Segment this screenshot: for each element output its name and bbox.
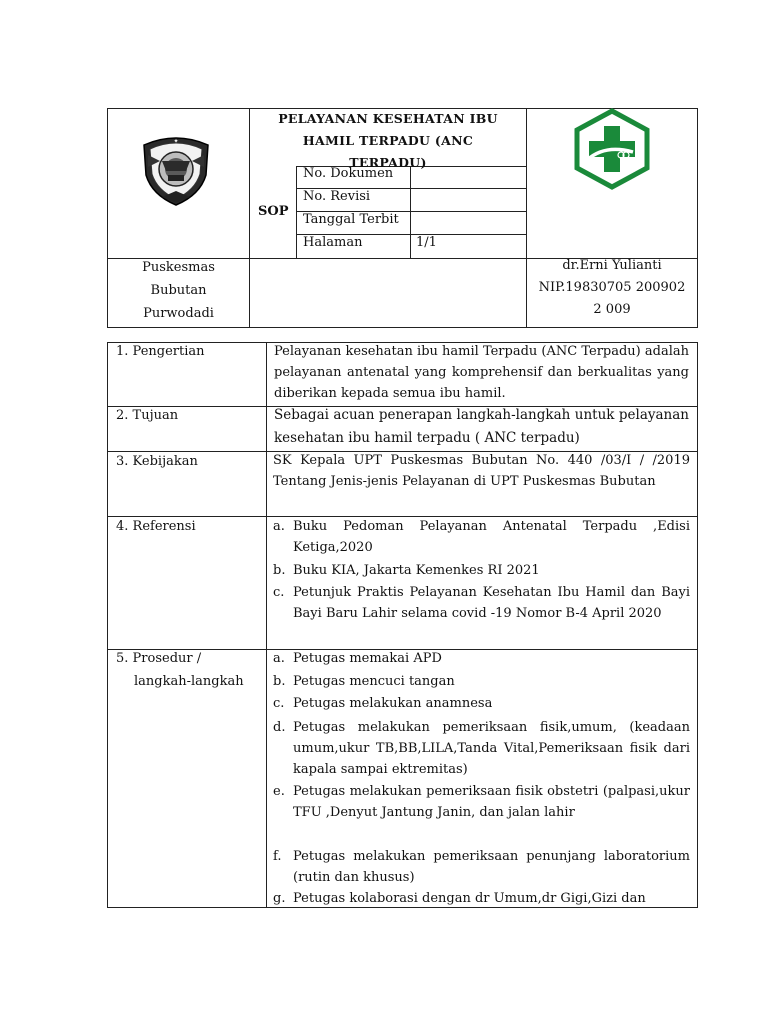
document-title: PELAYANAN KESEHATAN IBU HAMIL TERPADU (ANC TERPADU): [278, 111, 498, 170]
kebijakan-label: 3. Kebijakan: [116, 454, 198, 469]
referensi-item-a: a. Buku Pedoman Pelayanan Antenatal Terpadu ,Edisi Ketiga,2020: [273, 519, 690, 555]
referensi-item-b: b. Buku KIA, Jakarta Kemenkes RI 2021: [273, 563, 540, 578]
tanggal-label: Tanggal Terbit: [303, 212, 399, 227]
halaman-label: Halaman: [303, 235, 363, 250]
prosedur-label-line1: 5. Prosedur /: [116, 651, 202, 666]
doc-no-label: No. Dokumen: [303, 166, 394, 181]
pengertian-text: Pelayanan kesehatan ibu hamil Terpadu (ANC Terpadu) adalah pelayanan antenatal yang komprehensif dan berkualitas yang diberikan kepada semua ibu hamil.: [274, 344, 689, 401]
signer-block: dr.Erni Yulianti NIP.19830705 200902 2 009: [538, 258, 686, 317]
prosedur-item-g: g. Petugas kolaborasi dengan dr Umum,dr Gigi,Gizi dan: [273, 891, 646, 906]
kebijakan-text: SK Kepala UPT Puskesmas Bubutan No. 440 /03/I / /2019 Tentang Jenis-jenis Pelayanan di UPT Puskesmas Bubutan: [273, 453, 690, 489]
referensi-label: 4. Referensi: [116, 519, 196, 534]
regional-crest-logo: [138, 131, 214, 207]
svg-text:✦: ✦: [173, 138, 179, 145]
prosedur-item-b: b. Petugas mencuci tangan: [273, 674, 455, 689]
prosedur-label-line2: langkah-langkah: [134, 674, 244, 689]
puskesmas-logo: [571, 108, 653, 190]
prosedur-item-e: e. Petugas melakukan pemeriksaan fisik obstetri (palpasi,ukur TFU ,Denyut Jantung Janin, dan jalan lahir: [273, 784, 690, 820]
pengertian-label: 1. Pengertian: [116, 344, 205, 359]
referensi-item-c: c. Petunjuk Praktis Pelayanan Kesehatan Ibu Hamil dan Bayi Bayi Baru Lahir selama covid -19 Nomor B-4 April 2020: [273, 585, 690, 621]
prosedur-item-a: a. Petugas memakai APD: [273, 651, 442, 666]
prosedur-item-f: f. Petugas melakukan pemeriksaan penunjang laboratorium (rutin dan khusus): [273, 849, 690, 885]
sop-label: SOP: [258, 204, 289, 219]
prosedur-item-c: c. Petugas melakukan anamnesa: [273, 696, 493, 711]
revisi-label: No. Revisi: [303, 189, 371, 204]
prosedur-item-d: d. Petugas melakukan pemeriksaan fisik,umum, (keadaan umum,ukur TB,BB,LILA,Tanda Vital,Pemeriksaan fisik dari kapala sampai ektremitas): [273, 720, 690, 777]
tujuan-text: Sebagai acuan penerapan langkah-langkah untuk pelayanan kesehatan ibu hamil terpadu ( ANC terpadu): [274, 407, 689, 446]
tujuan-label: 2. Tujuan: [116, 408, 179, 423]
puskesmas-name: Puskesmas Bubutan Purwodadi: [142, 260, 215, 321]
halaman-value: 1/1: [416, 235, 437, 250]
